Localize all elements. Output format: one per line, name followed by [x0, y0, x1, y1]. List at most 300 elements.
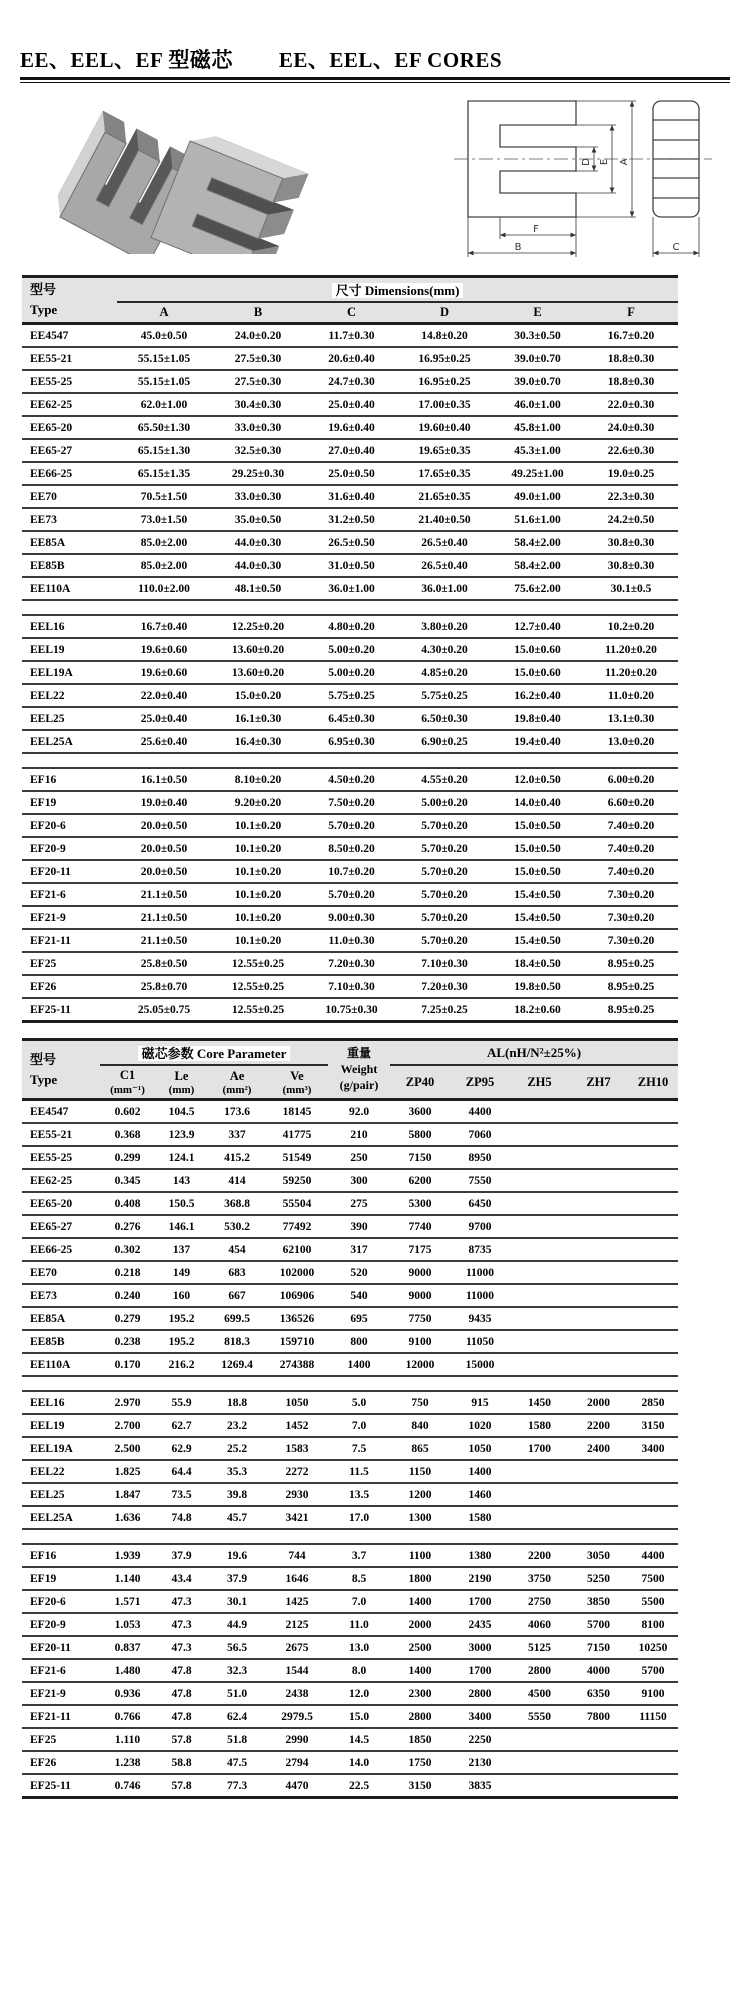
- value-cell: 530.2: [208, 1215, 266, 1238]
- type-cell: EF26: [22, 1751, 100, 1774]
- value-cell: 137: [155, 1238, 208, 1261]
- value-cell: 6.00±0.20: [584, 768, 678, 791]
- value-cell: 1700: [510, 1437, 569, 1460]
- value-cell: 64.4: [155, 1460, 208, 1483]
- dimensions-table-body: [22, 324, 678, 1022]
- type-cell: EE85B: [22, 1330, 100, 1353]
- type-cell: EF20-11: [22, 1636, 100, 1659]
- type-cell: EE65-27: [22, 1215, 100, 1238]
- col-header-zp95: ZP95: [450, 1065, 510, 1100]
- value-cell: 6450: [450, 1192, 510, 1215]
- type-cell: EEL22: [22, 684, 117, 707]
- value-cell: 195.2: [155, 1330, 208, 1353]
- value-cell: 22.0±0.30: [584, 393, 678, 416]
- type-cell: EF21-11: [22, 1705, 100, 1728]
- value-cell: 840: [390, 1414, 450, 1437]
- value-cell: 7.40±0.20: [584, 837, 678, 860]
- type-cell: EEL25A: [22, 1506, 100, 1529]
- page-title-zh: EE、EEL、EF 型磁芯: [20, 48, 233, 72]
- value-cell: 3050: [569, 1544, 628, 1567]
- col-header-f: F: [584, 302, 678, 324]
- ae-label: Ae: [229, 1068, 245, 1083]
- value-cell: 13.60±0.20: [211, 661, 305, 684]
- value-cell: 45.7: [208, 1506, 266, 1529]
- table-row: [22, 1146, 678, 1169]
- parameters-table-header: [22, 1040, 678, 1100]
- value-cell: 1020: [450, 1414, 510, 1437]
- table-row: [22, 1506, 678, 1529]
- value-cell: 3400: [628, 1437, 678, 1460]
- value-cell: 1700: [450, 1659, 510, 1682]
- value-cell: 16.4±0.30: [211, 730, 305, 753]
- value-cell: 0.746: [100, 1774, 155, 1798]
- value-cell: 3.80±0.20: [398, 615, 491, 638]
- value-cell: 1580: [450, 1506, 510, 1529]
- value-cell: 14.0: [328, 1751, 390, 1774]
- type-header-zh: 型号: [30, 282, 57, 297]
- value-cell: 37.9: [155, 1544, 208, 1567]
- value-cell: 8100: [628, 1613, 678, 1636]
- value-cell: 47.8: [155, 1659, 208, 1682]
- value-cell: 85.0±2.00: [117, 531, 211, 554]
- value-cell: 18145: [266, 1100, 328, 1124]
- value-cell: 9.20±0.20: [211, 791, 305, 814]
- value-cell: 699.5: [208, 1307, 266, 1330]
- value-cell: 16.95±0.25: [398, 370, 491, 393]
- value-cell: 390: [328, 1215, 390, 1238]
- value-cell: 250: [328, 1146, 390, 1169]
- value-cell: [510, 1483, 569, 1506]
- value-cell: 9.00±0.30: [305, 906, 398, 929]
- type-cell: EF25-11: [22, 1774, 100, 1798]
- value-cell: 11000: [450, 1284, 510, 1307]
- value-cell: 25.0±0.50: [305, 462, 398, 485]
- value-cell: 7.25±0.25: [398, 998, 491, 1022]
- weight-label-zh: 重量: [346, 1046, 371, 1061]
- value-cell: 62.7: [155, 1414, 208, 1437]
- value-cell: 47.3: [155, 1613, 208, 1636]
- value-cell: 2190: [450, 1567, 510, 1590]
- ae-unit: (mm²): [222, 1083, 252, 1096]
- value-cell: [569, 1261, 628, 1284]
- page-title-en: EE、EEL、EF CORES: [278, 48, 503, 72]
- value-cell: 915: [450, 1391, 510, 1414]
- value-cell: 75.6±2.00: [491, 577, 584, 600]
- value-cell: 2130: [450, 1751, 510, 1774]
- value-cell: 415.2: [208, 1146, 266, 1169]
- value-cell: [569, 1483, 628, 1506]
- value-cell: 8950: [450, 1146, 510, 1169]
- value-cell: [569, 1506, 628, 1529]
- table-row: [22, 508, 678, 531]
- table-row: [22, 1613, 678, 1636]
- value-cell: 1269.4: [208, 1353, 266, 1376]
- value-cell: 30.8±0.30: [584, 531, 678, 554]
- value-cell: 12.7±0.40: [491, 615, 584, 638]
- value-cell: 21.1±0.50: [117, 883, 211, 906]
- col-header-d: D: [398, 302, 491, 324]
- value-cell: 2272: [266, 1460, 328, 1483]
- type-cell: EE66-25: [22, 462, 117, 485]
- type-header-en: Type: [30, 302, 58, 318]
- value-cell: 10.75±0.30: [305, 998, 398, 1022]
- value-cell: 0.936: [100, 1682, 155, 1705]
- value-cell: 5.70±0.20: [398, 814, 491, 837]
- value-cell: 55.15±1.05: [117, 347, 211, 370]
- type-cell: EE110A: [22, 1353, 100, 1376]
- value-cell: 57.8: [155, 1728, 208, 1751]
- value-cell: 10.7±0.20: [305, 860, 398, 883]
- dim-label-c: C: [672, 242, 680, 253]
- value-cell: 6350: [569, 1682, 628, 1705]
- value-cell: 12.55±0.25: [211, 998, 305, 1022]
- value-cell: 46.0±1.00: [491, 393, 584, 416]
- type-cell: EEL16: [22, 615, 117, 638]
- value-cell: 818.3: [208, 1330, 266, 1353]
- value-cell: 1380: [450, 1544, 510, 1567]
- value-cell: 58.8: [155, 1751, 208, 1774]
- value-cell: 29.25±0.30: [211, 462, 305, 485]
- table-row: [22, 1100, 678, 1124]
- type-cell: EE4547: [22, 1100, 100, 1124]
- parameters-table-body: [22, 1100, 678, 1798]
- value-cell: 10.2±0.20: [584, 615, 678, 638]
- value-cell: 1400: [390, 1659, 450, 1682]
- type-cell: EE55-21: [22, 347, 117, 370]
- value-cell: 27.0±0.40: [305, 439, 398, 462]
- type-cell: EEL19A: [22, 1437, 100, 1460]
- value-cell: 39.0±0.70: [491, 370, 584, 393]
- value-cell: [510, 1169, 569, 1192]
- value-cell: 26.5±0.40: [398, 531, 491, 554]
- value-cell: 5.00±0.20: [305, 638, 398, 661]
- value-cell: 11.0: [328, 1613, 390, 1636]
- value-cell: 5700: [628, 1659, 678, 1682]
- value-cell: 8.10±0.20: [211, 768, 305, 791]
- value-cell: 19.65±0.35: [398, 439, 491, 462]
- table-row: [22, 1682, 678, 1705]
- value-cell: 62100: [266, 1238, 328, 1261]
- type-cell: EF20-11: [22, 860, 117, 883]
- value-cell: 25.05±0.75: [117, 998, 211, 1022]
- value-cell: 19.4±0.40: [491, 730, 584, 753]
- value-cell: [569, 1146, 628, 1169]
- le-unit: (mm): [168, 1083, 195, 1096]
- type-cell: EEL19: [22, 1414, 100, 1437]
- value-cell: 31.6±0.40: [305, 485, 398, 508]
- value-cell: 7.10±0.30: [305, 975, 398, 998]
- value-cell: 6.95±0.30: [305, 730, 398, 753]
- separator-cell: [22, 1376, 678, 1391]
- value-cell: 19.60±0.40: [398, 416, 491, 439]
- value-cell: 6200: [390, 1169, 450, 1192]
- type-cell: EF20-6: [22, 814, 117, 837]
- value-cell: [628, 1307, 678, 1330]
- value-cell: 414: [208, 1169, 266, 1192]
- type-cell: EF19: [22, 791, 117, 814]
- value-cell: 39.8: [208, 1483, 266, 1506]
- value-cell: 2675: [266, 1636, 328, 1659]
- value-cell: 30.8±0.30: [584, 554, 678, 577]
- value-cell: 25.0±0.40: [117, 707, 211, 730]
- value-cell: 16.95±0.25: [398, 347, 491, 370]
- table-row: [22, 638, 678, 661]
- core-parameter-span-header: [100, 1040, 328, 1066]
- type-cell: EF25-11: [22, 998, 117, 1022]
- value-cell: 15.0±0.20: [211, 684, 305, 707]
- type-cell: EF21-6: [22, 883, 117, 906]
- ve-label: Ve: [290, 1068, 304, 1083]
- dimensions-table: [22, 275, 678, 1023]
- value-cell: 1.480: [100, 1659, 155, 1682]
- value-cell: 1.053: [100, 1613, 155, 1636]
- table-row: [22, 975, 678, 998]
- value-cell: 865: [390, 1437, 450, 1460]
- value-cell: [569, 1100, 628, 1124]
- c1-unit: (mm⁻¹): [110, 1084, 145, 1097]
- type-cell: EF19: [22, 1567, 100, 1590]
- value-cell: 12.0: [328, 1682, 390, 1705]
- value-cell: 1400: [328, 1353, 390, 1376]
- dim-label-a: A: [619, 158, 630, 166]
- value-cell: 10.1±0.20: [211, 814, 305, 837]
- value-cell: 49.25±1.00: [491, 462, 584, 485]
- value-cell: 31.0±0.50: [305, 554, 398, 577]
- type-cell: EF20-6: [22, 1590, 100, 1613]
- type-cell: EE66-25: [22, 1238, 100, 1261]
- value-cell: 0.766: [100, 1705, 155, 1728]
- value-cell: 8.5: [328, 1567, 390, 1590]
- value-cell: 8.95±0.25: [584, 998, 678, 1022]
- value-cell: 47.8: [155, 1705, 208, 1728]
- value-cell: 4060: [510, 1613, 569, 1636]
- value-cell: 18.8±0.30: [584, 370, 678, 393]
- value-cell: [628, 1123, 678, 1146]
- table-row: [22, 929, 678, 952]
- table-row: [22, 906, 678, 929]
- value-cell: 7.40±0.20: [584, 814, 678, 837]
- table-row: [22, 730, 678, 753]
- value-cell: 2800: [510, 1659, 569, 1682]
- value-cell: 8.95±0.25: [584, 952, 678, 975]
- value-cell: 1300: [390, 1506, 450, 1529]
- value-cell: 2800: [450, 1682, 510, 1705]
- type-header-en: Type: [30, 1071, 58, 1087]
- type-cell: EEL25A: [22, 730, 117, 753]
- value-cell: 1425: [266, 1590, 328, 1613]
- value-cell: 540: [328, 1284, 390, 1307]
- value-cell: 16.7±0.20: [584, 324, 678, 348]
- value-cell: 47.3: [155, 1636, 208, 1659]
- value-cell: 0.302: [100, 1238, 155, 1261]
- value-cell: 1100: [390, 1544, 450, 1567]
- value-cell: 22.5: [328, 1774, 390, 1798]
- table-row: [22, 416, 678, 439]
- value-cell: 1700: [450, 1590, 510, 1613]
- value-cell: 57.8: [155, 1774, 208, 1798]
- value-cell: 19.8±0.50: [491, 975, 584, 998]
- dimensions-span-header: [117, 277, 678, 303]
- value-cell: 216.2: [155, 1353, 208, 1376]
- value-cell: [628, 1238, 678, 1261]
- value-cell: 8.50±0.20: [305, 837, 398, 860]
- type-cell: EEL22: [22, 1460, 100, 1483]
- value-cell: 7.30±0.20: [584, 883, 678, 906]
- value-cell: 454: [208, 1238, 266, 1261]
- type-cell: EE73: [22, 1284, 100, 1307]
- value-cell: 19.6±0.40: [305, 416, 398, 439]
- dimensions-table-header: [22, 277, 678, 324]
- value-cell: 7.50±0.20: [305, 791, 398, 814]
- value-cell: 33.0±0.30: [211, 485, 305, 508]
- value-cell: 1400: [390, 1590, 450, 1613]
- value-cell: 9700: [450, 1215, 510, 1238]
- value-cell: 0.218: [100, 1261, 155, 1284]
- type-cell: EE110A: [22, 577, 117, 600]
- value-cell: 20.0±0.50: [117, 860, 211, 883]
- value-cell: 2990: [266, 1728, 328, 1751]
- type-cell: EE85A: [22, 1307, 100, 1330]
- value-cell: 18.8: [208, 1391, 266, 1414]
- value-cell: 1.110: [100, 1728, 155, 1751]
- value-cell: 32.5±0.30: [211, 439, 305, 462]
- type-header-zh: 型号: [30, 1051, 57, 1067]
- value-cell: 24.7±0.30: [305, 370, 398, 393]
- value-cell: 1460: [450, 1483, 510, 1506]
- table-row: [22, 998, 678, 1022]
- value-cell: 11.0±0.20: [584, 684, 678, 707]
- value-cell: 77.3: [208, 1774, 266, 1798]
- dim-label-b: B: [514, 242, 522, 253]
- value-cell: 1.825: [100, 1460, 155, 1483]
- value-cell: [628, 1353, 678, 1376]
- table-row: [22, 1636, 678, 1659]
- value-cell: 77492: [266, 1215, 328, 1238]
- value-cell: 5.75±0.25: [398, 684, 491, 707]
- value-cell: 5.70±0.20: [398, 837, 491, 860]
- value-cell: 11.20±0.20: [584, 661, 678, 684]
- table-row: [22, 1659, 678, 1682]
- value-cell: [510, 1146, 569, 1169]
- value-cell: 7.40±0.20: [584, 860, 678, 883]
- value-cell: 5800: [390, 1123, 450, 1146]
- value-cell: 8.95±0.25: [584, 975, 678, 998]
- c1-label: C1: [119, 1068, 136, 1083]
- value-cell: 15.0: [328, 1705, 390, 1728]
- value-cell: 3835: [450, 1774, 510, 1798]
- value-cell: 1750: [390, 1751, 450, 1774]
- value-cell: 65.15±1.30: [117, 439, 211, 462]
- value-cell: 0.408: [100, 1192, 155, 1215]
- value-cell: 317: [328, 1238, 390, 1261]
- table-row: [22, 1123, 678, 1146]
- value-cell: 3850: [569, 1590, 628, 1613]
- value-cell: 22.0±0.40: [117, 684, 211, 707]
- value-cell: 58.4±2.00: [491, 531, 584, 554]
- type-cell: EF20-9: [22, 1613, 100, 1636]
- value-cell: 1050: [266, 1391, 328, 1414]
- value-cell: 337: [208, 1123, 266, 1146]
- value-cell: 300: [328, 1169, 390, 1192]
- value-cell: 0.368: [100, 1123, 155, 1146]
- value-cell: 2200: [510, 1544, 569, 1567]
- value-cell: 7.20±0.30: [305, 952, 398, 975]
- value-cell: 2.970: [100, 1391, 155, 1414]
- value-cell: 695: [328, 1307, 390, 1330]
- value-cell: [569, 1169, 628, 1192]
- value-cell: [569, 1123, 628, 1146]
- value-cell: 15.0±0.60: [491, 638, 584, 661]
- value-cell: 36.0±1.00: [305, 577, 398, 600]
- value-cell: 18.8±0.30: [584, 347, 678, 370]
- type-cell: EF21-11: [22, 929, 117, 952]
- table-row: [22, 439, 678, 462]
- table-row: [22, 860, 678, 883]
- value-cell: [569, 1460, 628, 1483]
- value-cell: 12.55±0.25: [211, 952, 305, 975]
- type-cell: EE55-25: [22, 370, 117, 393]
- value-cell: 123.9: [155, 1123, 208, 1146]
- table-row: [22, 1391, 678, 1414]
- table-row: [22, 370, 678, 393]
- value-cell: 74.8: [155, 1506, 208, 1529]
- value-cell: 51.0: [208, 1682, 266, 1705]
- table-row: [22, 1284, 678, 1307]
- value-cell: 1583: [266, 1437, 328, 1460]
- value-cell: 149: [155, 1261, 208, 1284]
- value-cell: 65.50±1.30: [117, 416, 211, 439]
- value-cell: 17.65±0.35: [398, 462, 491, 485]
- ve-unit: (mm³): [282, 1083, 312, 1096]
- value-cell: 5.70±0.20: [305, 883, 398, 906]
- value-cell: 7150: [569, 1636, 628, 1659]
- value-cell: 51.8: [208, 1728, 266, 1751]
- value-cell: 2.500: [100, 1437, 155, 1460]
- value-cell: [569, 1774, 628, 1798]
- table-row: [22, 1544, 678, 1567]
- value-cell: 195.2: [155, 1307, 208, 1330]
- value-cell: [569, 1353, 628, 1376]
- value-cell: 7.30±0.20: [584, 906, 678, 929]
- value-cell: 15.4±0.50: [491, 929, 584, 952]
- type-cell: EF25: [22, 1728, 100, 1751]
- type-cell: EF21-9: [22, 906, 117, 929]
- value-cell: 7500: [628, 1567, 678, 1590]
- table-row: [22, 577, 678, 600]
- value-cell: 5.0: [328, 1391, 390, 1414]
- value-cell: 3750: [510, 1567, 569, 1590]
- value-cell: 7740: [390, 1215, 450, 1238]
- value-cell: 21.1±0.50: [117, 906, 211, 929]
- type-cell: EF21-6: [22, 1659, 100, 1682]
- value-cell: 31.2±0.50: [305, 508, 398, 531]
- value-cell: 30.4±0.30: [211, 393, 305, 416]
- value-cell: 22.6±0.30: [584, 439, 678, 462]
- value-cell: 35.0±0.50: [211, 508, 305, 531]
- value-cell: 10250: [628, 1636, 678, 1659]
- value-cell: 160: [155, 1284, 208, 1307]
- value-cell: 9100: [390, 1330, 450, 1353]
- value-cell: 13.1±0.30: [584, 707, 678, 730]
- value-cell: 23.2: [208, 1414, 266, 1437]
- value-cell: 7.30±0.20: [584, 929, 678, 952]
- value-cell: 4500: [510, 1682, 569, 1705]
- value-cell: 4000: [569, 1659, 628, 1682]
- value-cell: 1.140: [100, 1567, 155, 1590]
- value-cell: [510, 1330, 569, 1353]
- col-header-zh10: ZH10: [628, 1065, 678, 1100]
- value-cell: [510, 1307, 569, 1330]
